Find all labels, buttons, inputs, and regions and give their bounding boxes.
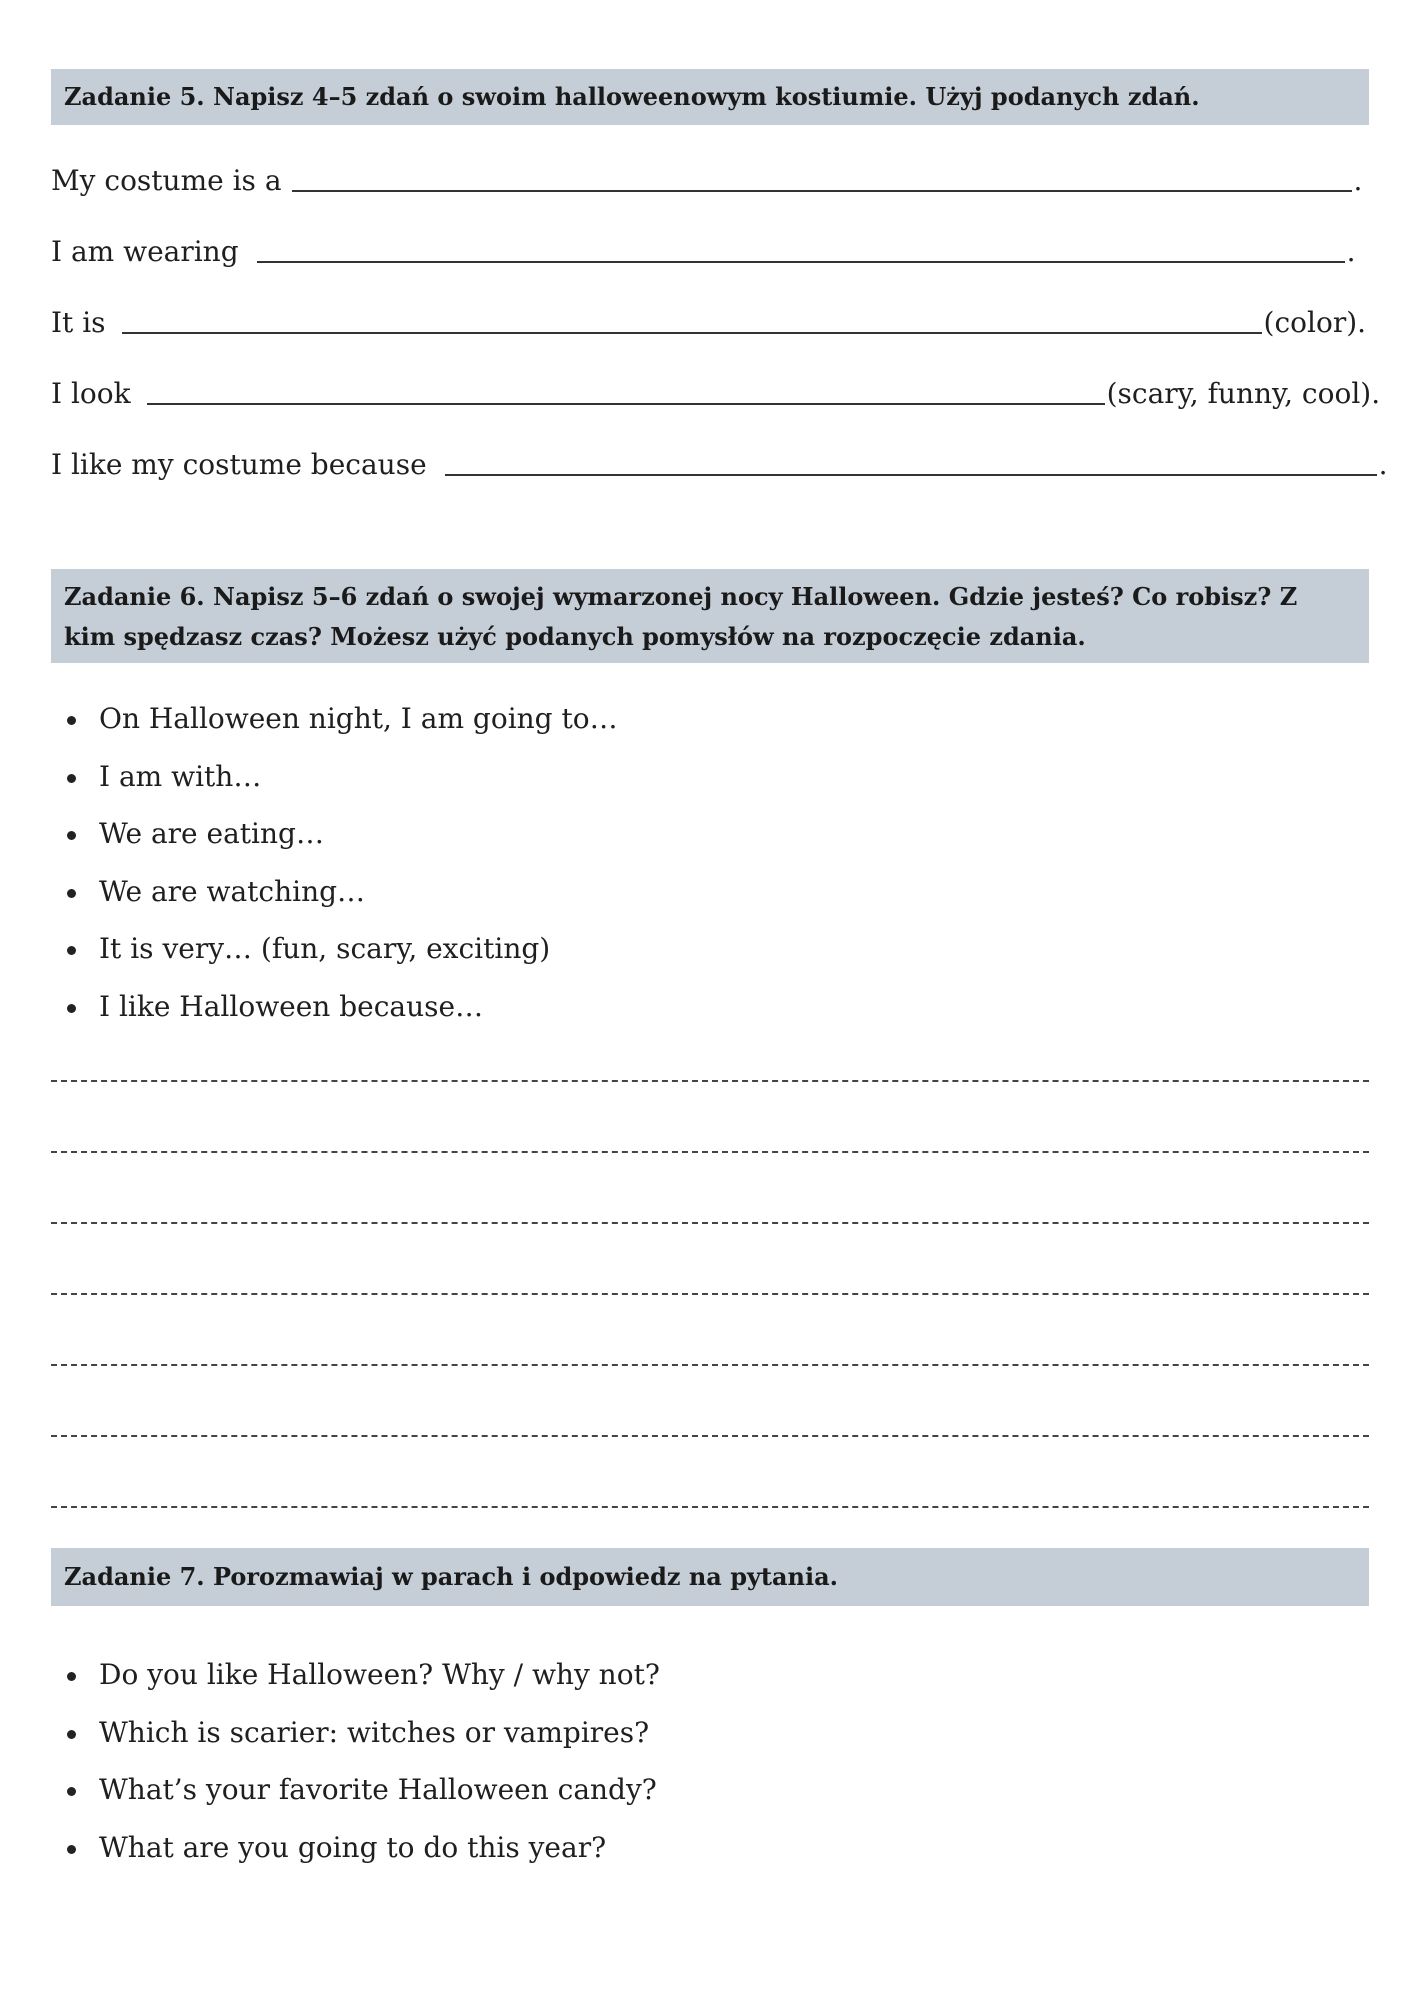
task7-heading-text: Zadanie 7. Porozmawiaj w parach i odpowiedz na pytania.	[64, 1562, 839, 1591]
answer-blank[interactable]	[257, 233, 1345, 263]
task5-line-2	[51, 231, 1356, 272]
answer-blank[interactable]	[147, 375, 1105, 405]
task5-heading	[51, 69, 1369, 125]
list-item: We are watching…	[51, 863, 618, 921]
answer-blank[interactable]	[122, 304, 1262, 334]
task5-heading-text: Zadanie 5. Napisz 4–5 zdań o swoim halloweenowym kostiumie. Użyj podanych zdań.	[64, 82, 1200, 111]
task7-question-list	[51, 1646, 660, 1876]
writing-line-1[interactable]	[51, 1080, 1369, 1082]
line-prefix: I like my costume because	[51, 448, 427, 481]
list-item: On Halloween night, I am going to…	[51, 690, 618, 748]
line-prefix: It is	[51, 306, 106, 339]
task7-heading	[51, 1548, 1369, 1606]
writing-line-6[interactable]	[51, 1435, 1369, 1437]
line-prefix: My costume is a	[51, 164, 282, 197]
task5-line-5	[51, 444, 1388, 485]
writing-line-3[interactable]	[51, 1222, 1369, 1224]
answer-blank[interactable]	[445, 446, 1377, 476]
task6-heading	[51, 569, 1369, 663]
line-suffix: .	[1346, 235, 1356, 268]
line-suffix: (scary, funny, cool).	[1106, 377, 1381, 410]
task6-idea-list	[51, 690, 618, 1035]
list-item: What’s your favorite Halloween candy?	[51, 1761, 660, 1819]
writing-line-7[interactable]	[51, 1506, 1369, 1508]
writing-line-2[interactable]	[51, 1151, 1369, 1153]
line-prefix: I look	[51, 377, 131, 410]
line-suffix: (color).	[1263, 306, 1367, 339]
task5-line-1	[51, 160, 1362, 201]
list-item: I like Halloween because…	[51, 978, 618, 1036]
list-item: I am with…	[51, 748, 618, 806]
list-item: It is very… (fun, scary, exciting)	[51, 920, 618, 978]
answer-blank[interactable]	[292, 162, 1352, 192]
writing-line-4[interactable]	[51, 1293, 1369, 1295]
list-item: We are eating…	[51, 805, 618, 863]
line-suffix: .	[1378, 448, 1388, 481]
task6-heading-text: Zadanie 6. Napisz 5–6 zdań o swojej wymarzonej nocy Halloween. Gdzie jesteś? Co robisz? Z kim spędzasz czas? Możesz użyć podanych pomysłów na rozpoczęcie zdania.	[64, 582, 1298, 651]
task5-line-3	[51, 302, 1366, 343]
task5-line-4	[51, 373, 1380, 414]
list-item: What are you going to do this year?	[51, 1819, 660, 1877]
list-item: Which is scarier: witches or vampires?	[51, 1704, 660, 1762]
line-prefix: I am wearing	[51, 235, 239, 268]
writing-line-5[interactable]	[51, 1364, 1369, 1366]
list-item: Do you like Halloween? Why / why not?	[51, 1646, 660, 1704]
line-suffix: .	[1353, 164, 1363, 197]
